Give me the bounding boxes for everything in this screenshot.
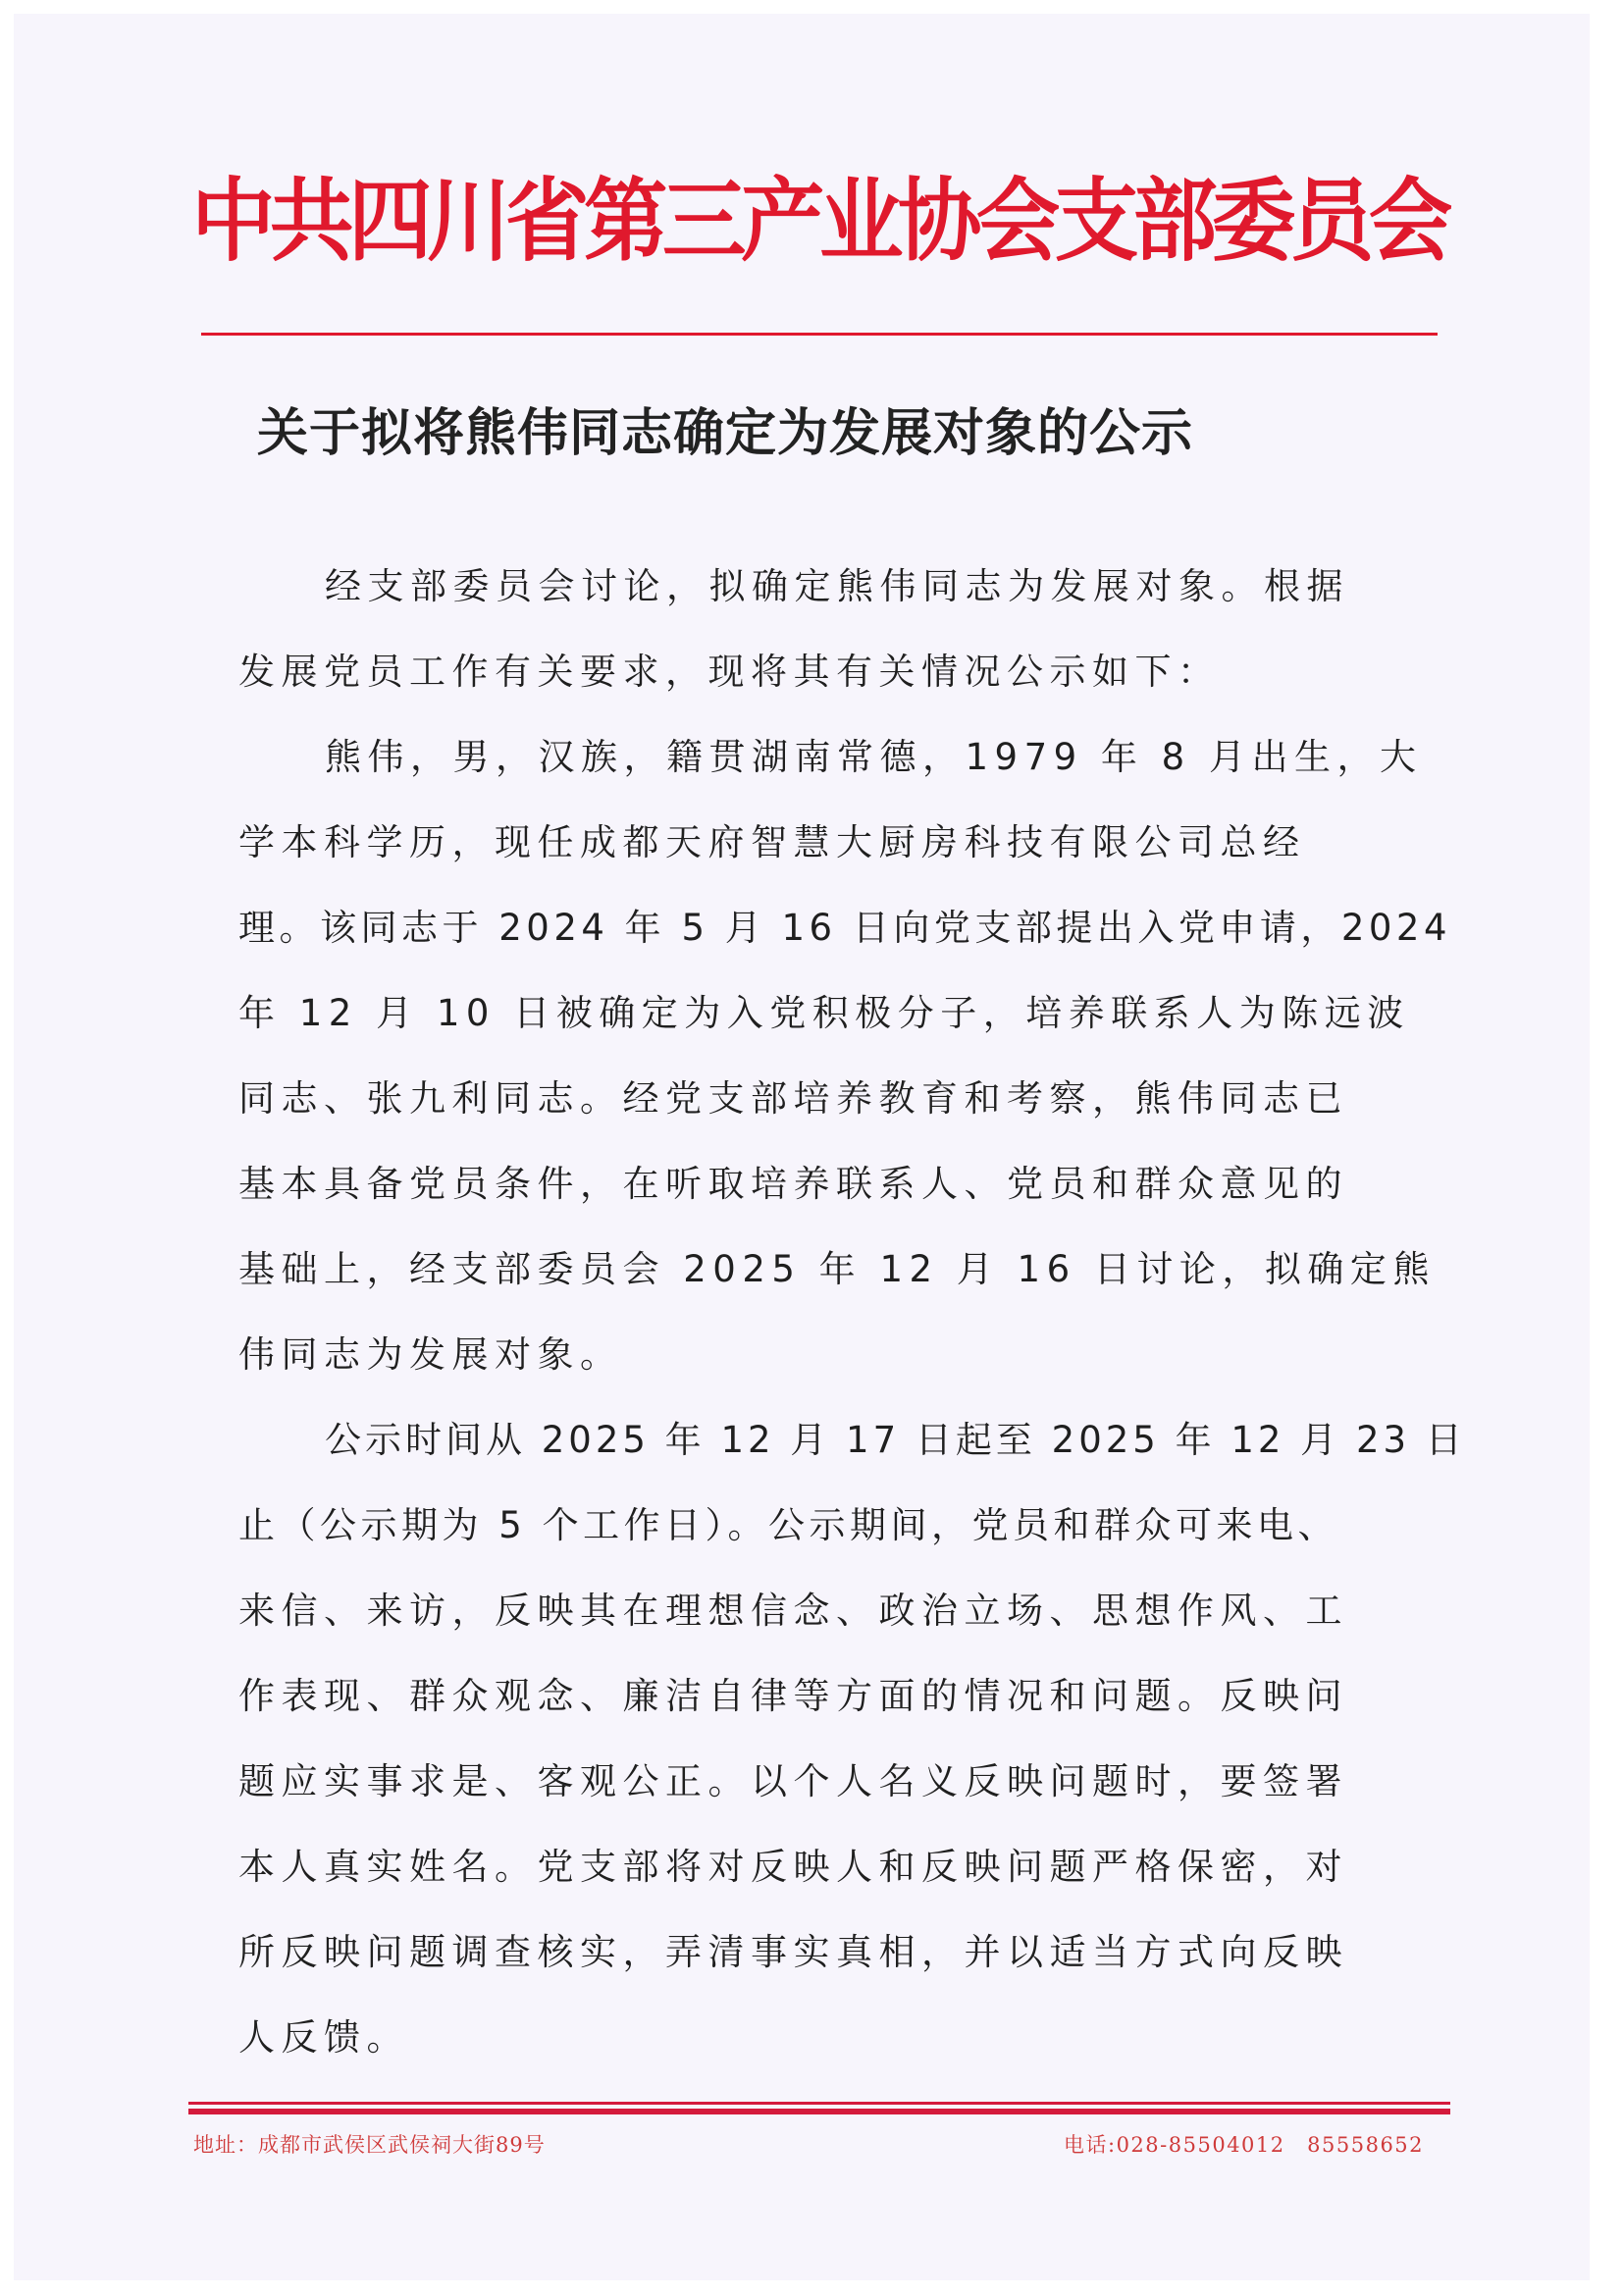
paragraph-2-line-4: 年 12 月 10 日被确定为入党积极分子，培养联系人为陈远波	[238, 992, 1410, 1034]
paragraph-2-line-2: 学本科学历，现任成都天府智慧大厨房科技有限公司总经	[238, 821, 1306, 863]
paragraph-2-line-5: 同志、张九利同志。经党支部培养教育和考察，熊伟同志已	[238, 1077, 1348, 1120]
paragraph-2-line-7: 基础上，经支部委员会 2025 年 12 月 16 日讨论，拟确定熊	[238, 1248, 1436, 1290]
letterhead-divider	[201, 333, 1438, 336]
footer-phone: 电话:028-85504012 85558652	[1064, 2133, 1425, 2157]
footer-divider-thick	[188, 2109, 1450, 2114]
document-title: 关于拟将熊伟同志确定为发展对象的公示	[257, 403, 1194, 463]
paragraph-3-line-1: 公示时间从 2025 年 12 月 17 日起至 2025 年 12 月 23 日	[325, 1419, 1466, 1461]
paragraph-2-line-1: 熊伟，男，汉族，籍贯湖南常德，1979 年 8 月出生，大	[325, 736, 1423, 778]
footer-divider-thin	[188, 2102, 1450, 2105]
paragraph-1-line-2: 发展党员工作有关要求，现将其有关情况公示如下：	[238, 651, 1221, 693]
paragraph-3-line-2: 止（公示期为 5 个工作日）。公示期间，党员和群众可来电、	[238, 1504, 1339, 1546]
paragraph-3-line-6: 本人真实姓名。党支部将对反映人和反映问题严格保密，对	[238, 1846, 1348, 1888]
paragraph-1-line-1: 经支部委员会讨论，拟确定熊伟同志为发展对象。根据	[325, 565, 1349, 607]
letterhead-organization: 中共四川省第三产业协会支部委员会	[191, 168, 1447, 274]
footer-address: 地址：成都市武侯区武侯祠大街89号	[193, 2133, 546, 2157]
paragraph-3-line-7: 所反映问题调查核实，弄清事实真相，并以适当方式向反映	[238, 1931, 1348, 1973]
paragraph-3-line-8: 人反馈。	[238, 2016, 409, 2059]
paragraph-3-line-5: 题应实事求是、客观公正。以个人名义反映问题时，要签署	[238, 1760, 1348, 1802]
paragraph-3-line-4: 作表现、群众观念、廉洁自律等方面的情况和问题。反映问	[238, 1675, 1348, 1717]
paragraph-2-line-8: 伟同志为发展对象。	[238, 1333, 623, 1376]
paragraph-2-line-6: 基本具备党员条件，在听取培养联系人、党员和群众意见的	[238, 1163, 1348, 1205]
paragraph-2-line-3: 理。该同志于 2024 年 5 月 16 日向党支部提出入党申请，2024	[238, 907, 1452, 949]
paragraph-3-line-3: 来信、来访，反映其在理想信念、政治立场、思想作风、工	[238, 1590, 1348, 1632]
